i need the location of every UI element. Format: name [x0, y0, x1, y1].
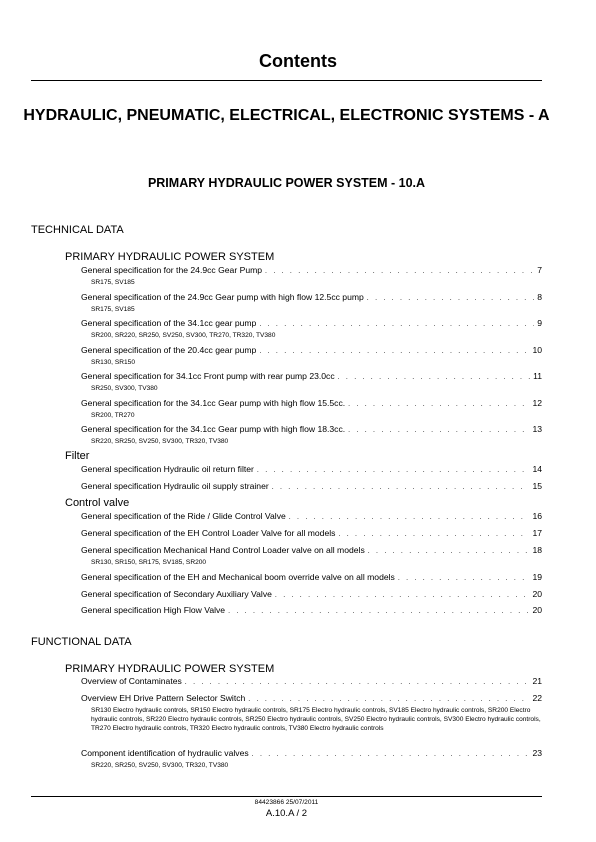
- toc-entry-title[interactable]: General specification Hydraulic oil return filter: [81, 464, 254, 474]
- toc-entry-models: SR175, SV185: [91, 305, 135, 313]
- toc-entry-models: SR220, SR250, SV250, SV300, TR320, TV380: [91, 437, 229, 445]
- toc-entry[interactable]: [81, 424, 542, 446]
- toc-entry-models: SR200, TR270: [91, 411, 135, 419]
- toc-entry-title[interactable]: General specification of the EH and Mechanical boom override valve on all models: [81, 572, 395, 582]
- toc-entry[interactable]: [81, 572, 542, 585]
- dot-leader: [289, 513, 530, 524]
- dot-leader: [272, 483, 530, 494]
- toc-entry-title[interactable]: General specification High Flow Valve: [81, 605, 226, 615]
- toc-entry-title[interactable]: General specification for the 24.9cc Gear Pump: [81, 265, 263, 275]
- dot-leader: [398, 574, 530, 585]
- dot-leader: [265, 267, 534, 278]
- toc-entry[interactable]: [81, 545, 542, 567]
- toc-entry[interactable]: [81, 371, 542, 393]
- toc-entry-models: SR200, SR220, SR250, SV250, SV300, TR270, TR320, TV380: [91, 331, 276, 339]
- toc-entry-page[interactable]: 12: [532, 398, 542, 408]
- toc-entry-page[interactable]: 15: [532, 481, 542, 491]
- toc-entry-page[interactable]: 17: [532, 528, 542, 538]
- toc-entry-page[interactable]: 14: [532, 464, 542, 474]
- dot-leader: [275, 591, 530, 602]
- group-filter: Filter: [65, 450, 90, 462]
- toc-entry-title[interactable]: General specification for 34.1cc Front pump with rear pump 23.0cc: [81, 371, 335, 381]
- toc-entry-page[interactable]: 13: [532, 424, 542, 434]
- toc-entry[interactable]: [81, 292, 542, 314]
- toc-entry[interactable]: [81, 748, 542, 770]
- toc-entry-title[interactable]: General specification of the 34.1cc gear pump: [81, 318, 257, 328]
- toc-entry-title[interactable]: Overview EH Drive Pattern Selector Switch: [81, 693, 246, 703]
- group-primary-hydraulic-power-system: PRIMARY HYDRAULIC POWER SYSTEM: [65, 663, 275, 675]
- footer-document-code: 84423866 25/07/2011: [254, 799, 319, 806]
- toc-entry-title[interactable]: Component identification of hydraulic valves: [81, 748, 249, 758]
- footer-rule: [31, 796, 542, 797]
- section-technical-data: TECHNICAL DATA: [31, 224, 124, 236]
- toc-entry[interactable]: [81, 693, 542, 733]
- dot-leader: [248, 695, 529, 706]
- toc-entry[interactable]: [81, 345, 542, 367]
- toc-entry-page[interactable]: 19: [532, 572, 542, 582]
- main-heading: HYDRAULIC, PNEUMATIC, ELECTRICAL, ELECTRONIC SYSTEMS - A: [23, 107, 550, 124]
- toc-entry-title[interactable]: General specification Hydraulic oil supply strainer: [81, 481, 269, 491]
- toc-entry-models: SR250, SV300, TV380: [91, 384, 158, 392]
- toc-entry-page[interactable]: 22: [532, 693, 542, 703]
- toc-entry-title[interactable]: General specification of the EH Control Loader Valve for all models: [81, 528, 336, 538]
- dot-leader: [368, 547, 530, 558]
- group-primary-hydraulic-power-system: PRIMARY HYDRAULIC POWER SYSTEM: [65, 251, 275, 263]
- toc-entry-title[interactable]: Overview of Contaminates: [81, 676, 182, 686]
- toc-entry[interactable]: [81, 464, 542, 477]
- toc-entry-page[interactable]: 20: [532, 589, 542, 599]
- toc-entry-page[interactable]: 9: [537, 318, 542, 328]
- dot-leader: [185, 678, 530, 689]
- dot-leader: [338, 530, 529, 541]
- toc-entry-models: SR130, SR150: [91, 358, 135, 366]
- toc-entry-page[interactable]: 8: [537, 292, 542, 302]
- toc-entry-page[interactable]: 23: [532, 748, 542, 758]
- dot-leader: [367, 294, 534, 305]
- toc-entry-page[interactable]: 10: [532, 345, 542, 355]
- toc-entry-models: SR130, SR150, SR175, SV185, SR200: [91, 558, 207, 566]
- section-functional-data: FUNCTIONAL DATA: [31, 636, 132, 648]
- dot-leader: [228, 607, 529, 618]
- toc-entry[interactable]: [81, 398, 542, 420]
- toc-entry-title[interactable]: General specification of the Ride / Glide Control Valve: [81, 511, 286, 521]
- toc-entry-page[interactable]: 18: [532, 545, 542, 555]
- dot-leader: [252, 750, 530, 761]
- toc-entry-models: SR130 Electro hydraulic controls, SR150 Electro hydraulic controls, SR175 Electro hydraulic controls, SV185 Electro hydraulic controls, SR200 Electro hydraulic controls, SR220 Electro hydraulic controls, SR250 Electro hydraulic controls, SV250 Electro hydraulic controls, SV300 Electro hydraulic controls, TR270 Electro hydraulic controls, TR320 Electro hydraulic controls, TV380 Electro hydraulic controls: [91, 706, 541, 732]
- dot-leader: [338, 373, 530, 384]
- toc-entry-title[interactable]: General specification for the 34.1cc Gear pump with high flow 15.5cc.: [81, 398, 346, 408]
- toc-entry-title[interactable]: General specification of the 24.9cc Gear pump with high flow 12.5cc pump: [81, 292, 364, 302]
- toc-entry[interactable]: [81, 676, 542, 689]
- group-control-valve: Control valve: [65, 497, 130, 509]
- toc-entry-models: SR175, SV185: [91, 278, 135, 286]
- toc-entry-page[interactable]: 11: [533, 371, 542, 381]
- toc-entry[interactable]: [81, 528, 542, 541]
- dot-leader: [257, 466, 530, 477]
- toc-entry-page[interactable]: 20: [532, 605, 542, 615]
- toc-entry[interactable]: [81, 511, 542, 524]
- toc-entry[interactable]: [81, 589, 542, 602]
- toc-entry-page[interactable]: 21: [532, 676, 542, 686]
- toc-entry[interactable]: [81, 605, 542, 618]
- toc-entry[interactable]: [81, 265, 542, 287]
- toc-entry-models: SR220, SR250, SV250, SV300, TR320, TV380: [91, 761, 229, 769]
- page-title: Contents: [259, 51, 337, 71]
- toc-entry-title[interactable]: General specification Mechanical Hand Control Loader valve on all models: [81, 545, 365, 555]
- dot-leader: [348, 400, 529, 411]
- toc-entry[interactable]: [81, 481, 542, 494]
- toc-entry-page[interactable]: 16: [532, 511, 542, 521]
- dot-leader: [348, 426, 529, 437]
- sub-heading: PRIMARY HYDRAULIC POWER SYSTEM - 10.A: [147, 176, 426, 190]
- toc-entry[interactable]: [81, 318, 542, 340]
- header-rule: [31, 80, 542, 81]
- dot-leader: [259, 320, 534, 331]
- toc-entry-title[interactable]: General specification for the 34.1cc Gear pump with high flow 18.3cc.: [81, 424, 346, 434]
- toc-entry-title[interactable]: General specification of the 20.4cc gear pump: [81, 345, 257, 355]
- toc-entry-page[interactable]: 7: [537, 265, 542, 275]
- dot-leader: [259, 347, 529, 358]
- footer-page-number: A.10.A / 2: [265, 808, 308, 819]
- toc-entry-title[interactable]: General specification of Secondary Auxiliary Valve: [81, 589, 272, 599]
